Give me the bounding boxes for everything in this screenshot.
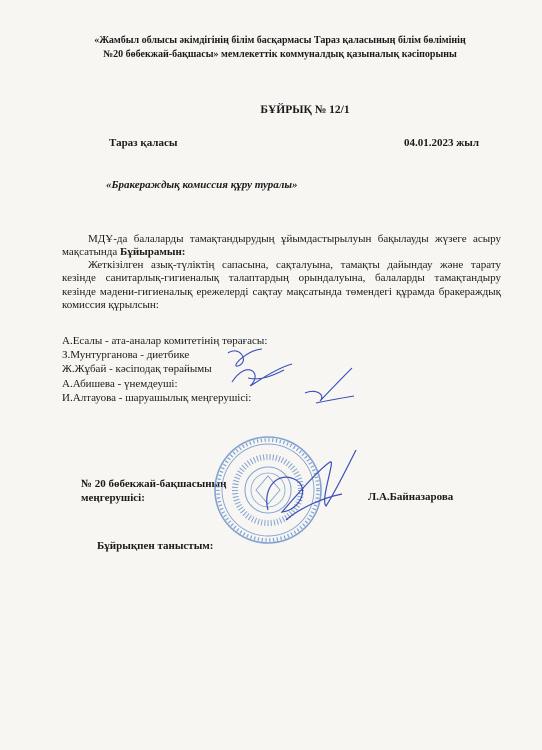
paragraph-1-text: МДҰ-да балаларды тамақтандырудың ұйымдастырылуын бақылауды жүзеге асыру мақсатында bbox=[62, 233, 501, 259]
member-item: А.Есалы - ата-аналар комитетінің төрағасы: bbox=[62, 335, 268, 347]
signatory-title-line-1: № 20 бөбекжай-бақшасының bbox=[81, 478, 227, 490]
paragraph-1 bbox=[62, 233, 501, 260]
director-signature bbox=[267, 450, 356, 520]
official-stamp bbox=[215, 437, 321, 543]
signatory-title-line-2: меңгерушісі: bbox=[81, 492, 145, 504]
order-subject: «Бракераждық комиссия құру туралы» bbox=[106, 179, 298, 191]
member-item: И.Алтауова - шаруашылық меңгерушісі: bbox=[62, 391, 252, 404]
paragraph-1-decree: Бұйырамын: bbox=[120, 246, 186, 259]
signatory-name: Л.А.Байназарова bbox=[368, 491, 454, 503]
acknowledgement-label: Бұйрықпен таныстым: bbox=[97, 540, 214, 552]
paragraph-2: Жеткізілген азық-түліктің сапасына, сақталуына, тамақты дайындау және тарату кезінде санитарлық-гигиеналық талаптардың орындалуына, балаларды тамақтандыру кезінде мәдени-гигиеналық ережелерді сақтау мақсатында төмендегі құрамда бракераждық комиссия құрылсын: bbox=[62, 259, 501, 312]
org-line-1: «Жамбыл облысы әкімдігінің білім басқармасы Тараз қаласының білім бөлімінің bbox=[94, 35, 466, 46]
commission-members-list bbox=[62, 334, 362, 405]
order-title: БҰЙРЫҚ № 12/1 bbox=[260, 104, 350, 116]
organization-header bbox=[60, 34, 500, 62]
signatory-title bbox=[81, 477, 226, 505]
org-line-2: №20 бөбекжай-бақшасы» мемлекеттік коммуналдық қазыналық кәсіпорыны bbox=[103, 49, 457, 60]
member-item: А.Абишева - үнемдеуші: bbox=[62, 377, 178, 390]
member-item: Ж.Жұбай - кәсіподақ төрайымы bbox=[62, 363, 212, 376]
member-item: З.Мунтурганова - диетбике bbox=[62, 349, 190, 362]
order-city: Тараз қаласы bbox=[109, 137, 178, 149]
order-date: 04.01.2023 жыл bbox=[404, 137, 479, 149]
